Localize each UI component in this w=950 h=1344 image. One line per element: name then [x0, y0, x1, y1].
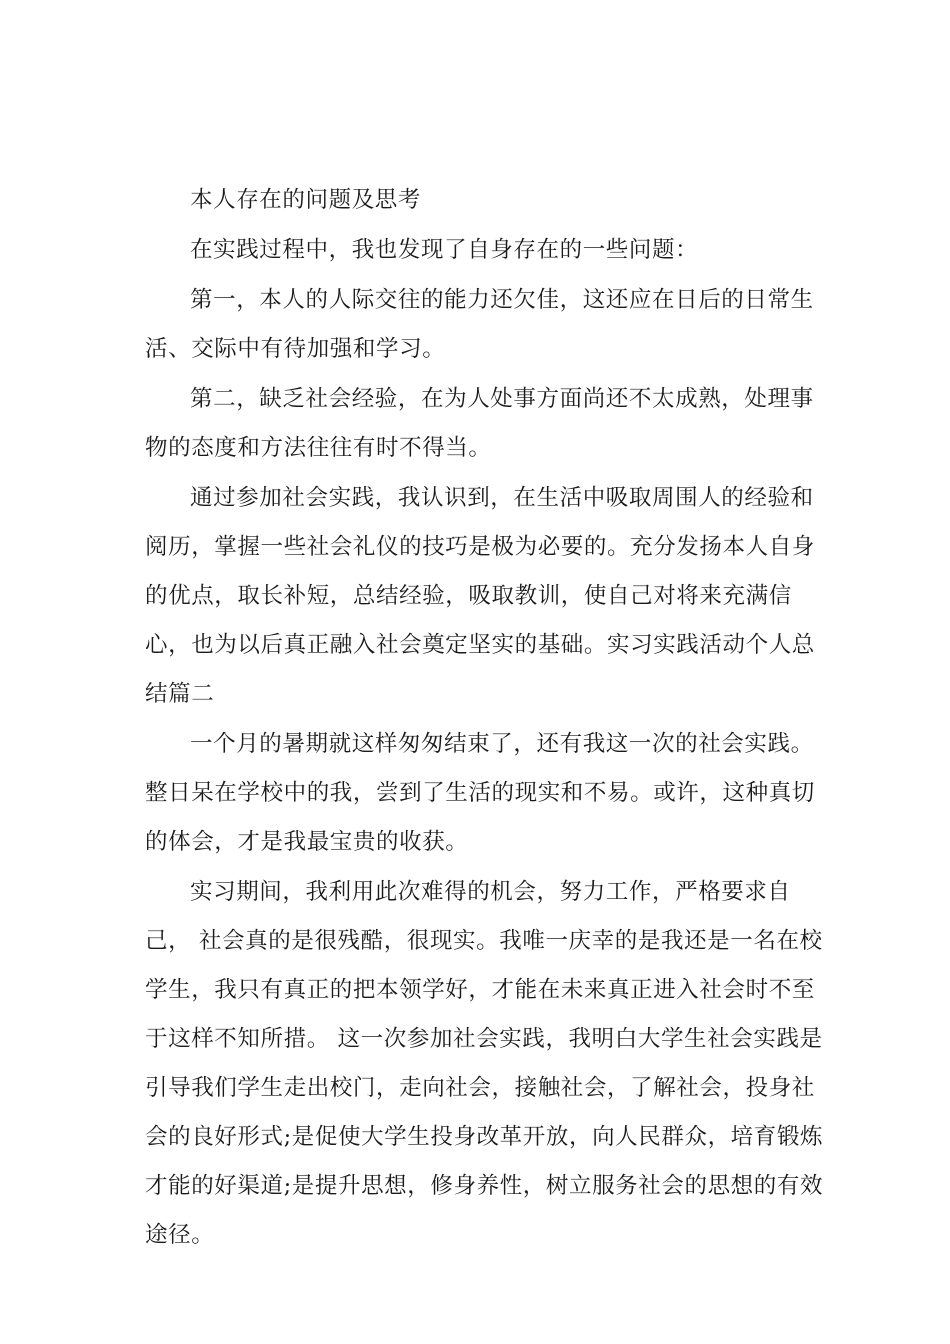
section-heading: 本人存在的问题及思考 [190, 187, 422, 213]
paragraph-reflection: 通过参加社会实践，我认识到，在生活中吸取周围人的经验和阅历，掌握一些社会礼仪的技巧是极为必要的。充分发扬本人自身的优点，取长补短，总结经验，吸取教训，使自己对将来充满信心，也为以后真正融入社会奠定坚实的基础。实习实践活动个人总结篇二 [145, 485, 815, 707]
paragraph-internship: 实习期间，我利用此次难得的机会，努力工作，严格要求自己， 社会真的是很残酷，很现实。我唯一庆幸的是我还是一名在校学生，我只有真正的把本领学好，才能在未来真正进入社会时不至于这样不知所措。 这一次参加社会实践，我明白大学生社会实践是引导我们学生走出校门，走向社会，接触社会，了解社会，投身社会的良好形式;是促使大学生投身改革开放，向人民群众，培育锻炼才能的好渠道;是提升思想，修身养性，树立服务社会的思想的有效途径。 [145, 879, 824, 1248]
paragraph-first-issue: 第一，本人的人际交往的能力还欠佳，这还应在日后的日常生活、交际中有待加强和学习。 [145, 287, 814, 362]
paragraph-intro: 在实践过程中，我也发现了自身存在的一些问题： [190, 237, 699, 263]
paragraph-summer: 一个月的暑期就这样匆匆结束了，还有我这一次的社会实践。整日呆在学校中的我，尝到了生活的现实和不易。或许，这种真切的体会，才是我最宝贵的收获。 [145, 731, 815, 855]
document-body [145, 176, 825, 1261]
paragraph-second-issue: 第二，缺乏社会经验，在为人处事方面尚还不太成熟，处理事物的态度和方法往往有时不得当。 [145, 386, 814, 461]
